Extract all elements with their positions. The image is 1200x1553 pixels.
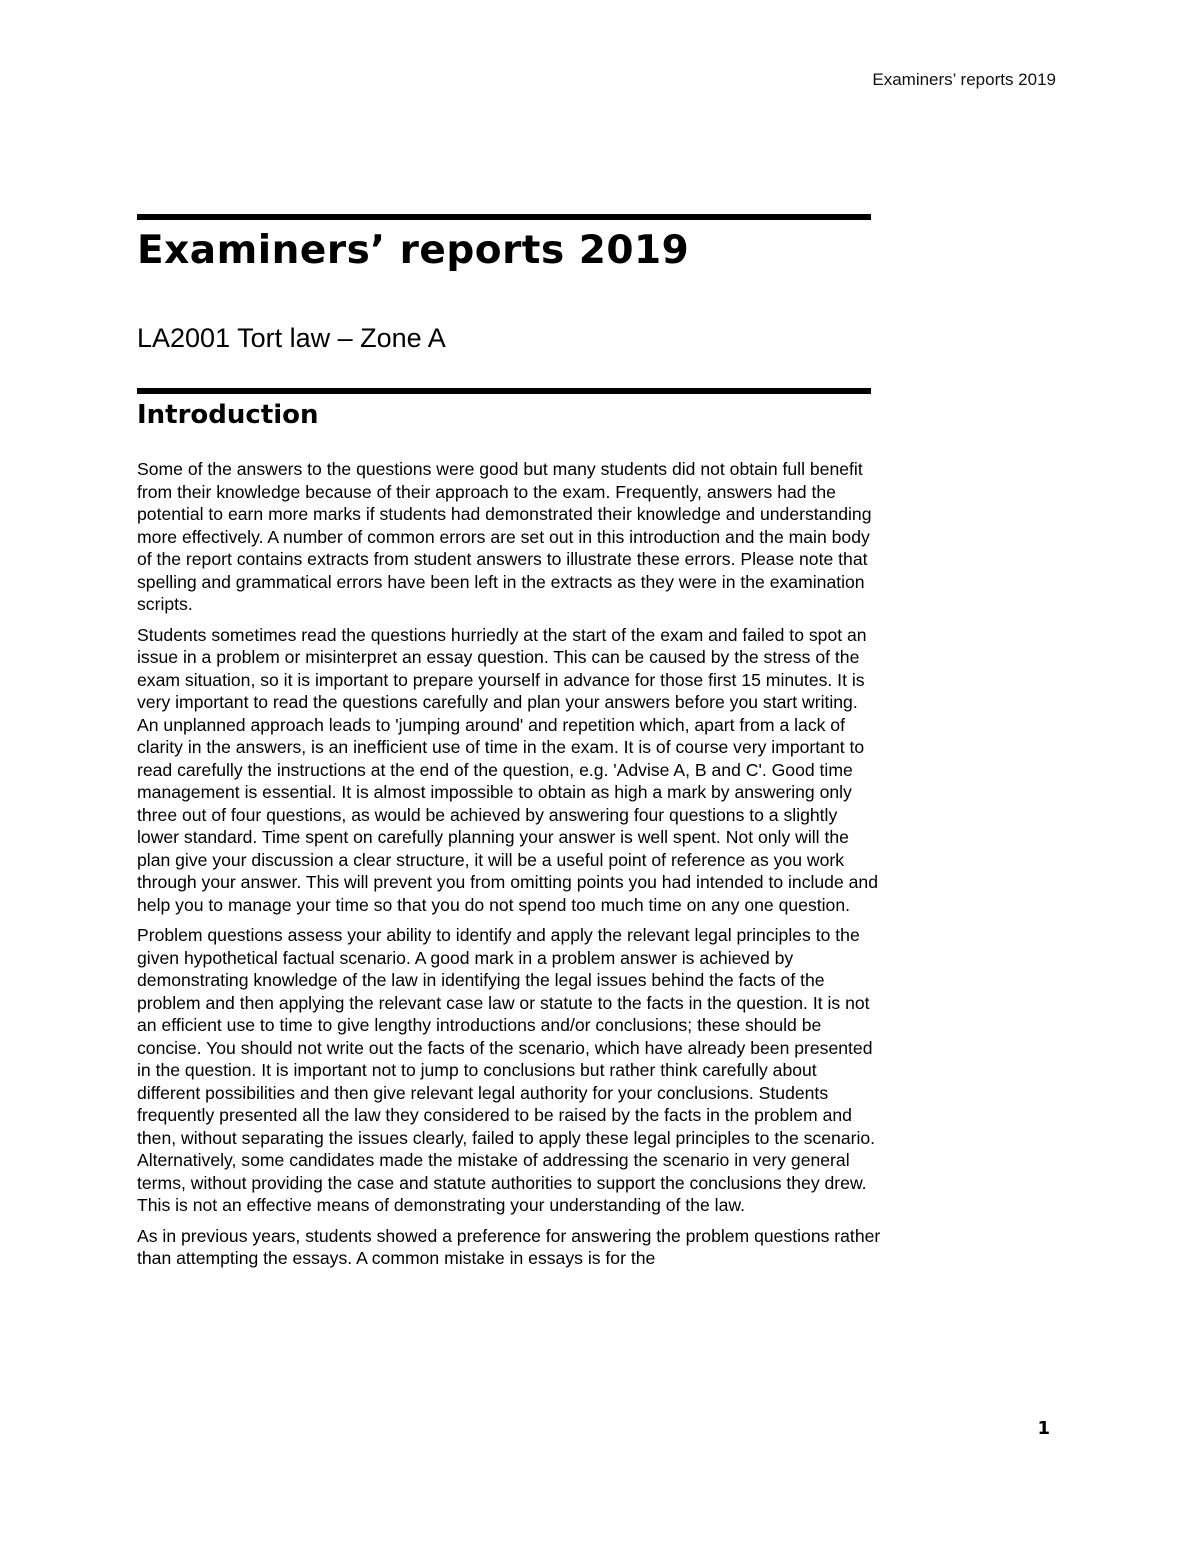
paragraph: As in previous years, students showed a preference for answering the problem questions rather than attempting the essays. A common mistake in essays is for the — [137, 1225, 881, 1268]
running-header: Examiners’ reports 2019 — [872, 70, 1056, 89]
course-subtitle: LA2001 Tort law – Zone A — [137, 323, 446, 353]
bottom-rule-divider — [137, 388, 871, 394]
paragraph: Students sometimes read the questions hurriedly at the start of the exam and failed to spot an issue in a problem or misinterpret an essay question. This can be caused by the stress of the exam situation, so it is important to prepare yourself in advance for those first 15 minutes. It is very important to read the questions carefully and plan your answers before you start writing. An unplanned approach leads to 'jumping around' and repetition which, apart from a lack of clarity in the answers, is an inefficient use of time in the exam. It is of course very important to read carefully the instructions at the end of the question, e.g. 'Advise A, B and C'. Good time management is essential. It is almost impossible to obtain as high a mark by answering only three out of four questions, as would be achieved by answering four questions to a slightly lower standard. Time spent on carefully planning your answer is well spent. Not only will the plan give your discussion a clear structure, it will be a useful point of reference as you work through your answer. This will prevent you from omitting points you had intended to include and help you to manage your time so that you do not spend too much time on any one question. — [137, 624, 878, 915]
page-title: Examiners’ reports 2019 — [137, 228, 690, 273]
section-heading-introduction: Introduction — [137, 400, 319, 430]
top-rule-divider — [137, 214, 871, 220]
paragraph: Some of the answers to the questions were good but many students did not obtain full benefit from their knowledge because of their approach to the exam. Frequently, answers had the potential to earn more marks if students had demonstrated their knowledge and understanding more effectively. A number of common errors are set out in this introduction and the main body of the report contains extracts from student answers to illustrate these errors. Please note that spelling and grammatical errors have been left in the extracts as they were in the examination scripts. — [137, 459, 872, 614]
page-number: 1 — [1037, 1418, 1050, 1439]
paragraph: Problem questions assess your ability to identify and apply the relevant legal principles to the given hypothetical factual scenario. A good mark in a problem answer is achieved by demonstrating knowledge of the law in identifying the legal issues behind the facts of the problem and then applying the relevant case law or statute to the facts in the question. It is not an efficient use to time to give lengthy introductions and/or conclusions; these should be concise. You should not write out the facts of the scenario, which have already been presented in the question. It is important not to jump to conclusions but rather think carefully about different possibilities and then give relevant legal authority for your conclusions. Students frequently presented all the law they considered to be raised by the facts in the problem and then, without separating the issues clearly, failed to apply these legal principles to the scenario. Alternatively, some candidates made the mistake of addressing the scenario in very general terms, without providing the case and statute authorities to support the conclusions they drew. This is not an effective means of demonstrating your understanding of the law. — [137, 925, 876, 1215]
body-text — [137, 458, 882, 1278]
